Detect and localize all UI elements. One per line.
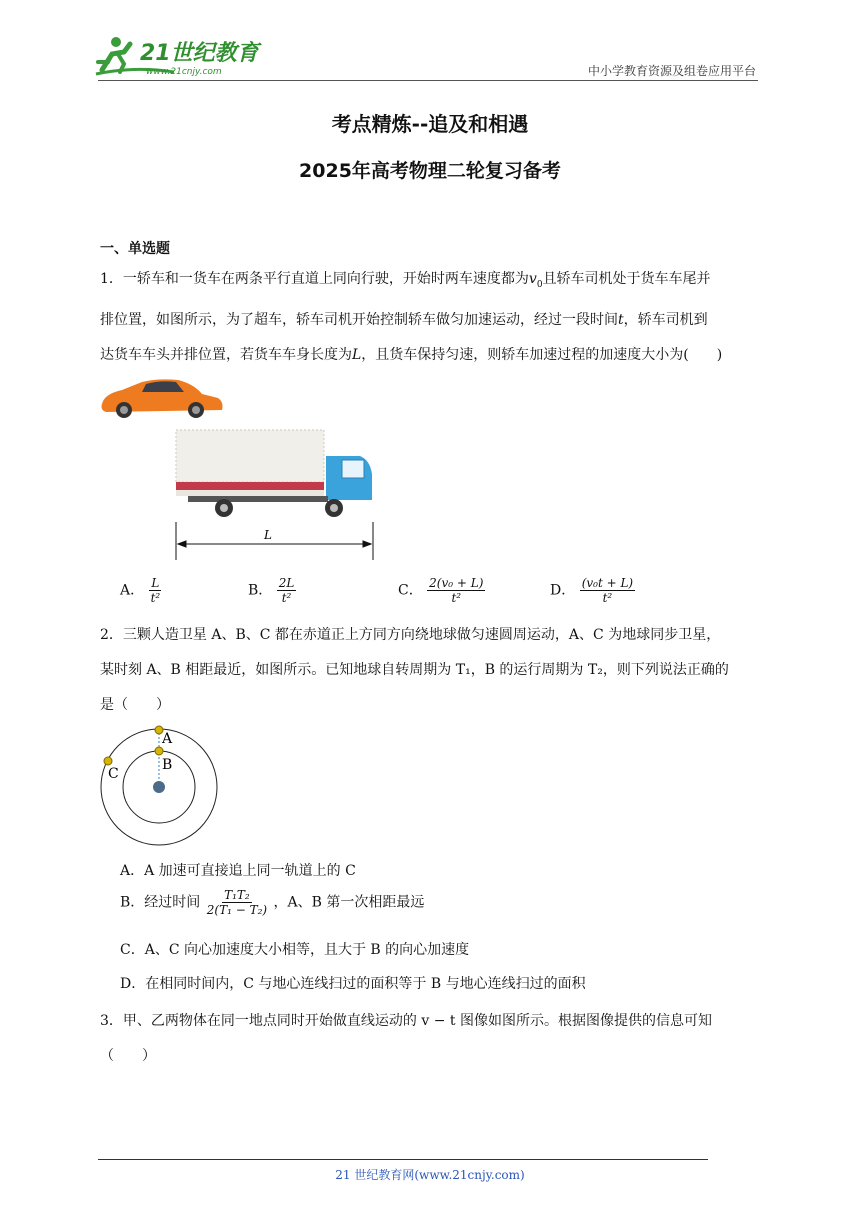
length-dimension <box>176 522 373 560</box>
label-a: A <box>162 731 173 747</box>
label-b: B <box>162 757 173 773</box>
question-2-text: 2．三颗人造卫星 A、B、C 都在赤道正上方同方向绕地球做匀速圆周运动，A、C 为地球同步卫星， 某时刻 A、B 相距最近，如图所示。已知地球自转周期为 T₁，B 的运行周期为 T₂，则下列说法正确的 是（ ） <box>100 627 729 713</box>
site-logo <box>94 32 264 82</box>
header-divider <box>98 80 758 81</box>
q2-option-b[interactable]: B．经过时间 $\frac{\text{T₁T₂}}{\text{2(T₁ − T₂)}}$ ，A、B 第一次相距最远 <box>120 888 425 917</box>
orbit-figure <box>98 724 222 852</box>
q2-option-c[interactable]: C．A、C 向心加速度大小相等，且大于 B 的向心加速度 <box>120 942 470 958</box>
car-icon <box>102 379 223 418</box>
footer-divider <box>98 1159 708 1160</box>
question-3-text: 3．甲、乙两物体在同一地点同时开始做直线运动的 v − t 图像如图所示。根据图像提供的信息可知 （ ） <box>100 1013 712 1064</box>
car-truck-figure <box>98 374 388 568</box>
q2-option-d[interactable]: D．在相同时间内，C 与地心连线扫过的面积等于 B 与地心连线扫过的面积 <box>120 976 586 992</box>
question-1-text: 1．一轿车和一货车在两条平行直道上同向行驶，开始时两车速度都为$v_0$且轿车司机处于货车车尾并 排位置，如图所示，为了超车，轿车司机开始控制轿车做匀加速运动，经过一段时间t，轿车司机到 达货车车头并排位置，若货车车身长度为L，且货车保持匀速，则轿车加速过程的加速度大小为( ) <box>100 271 723 363</box>
q1-option-b[interactable]: B． $\frac{2L}{\text{t²}}$ <box>248 576 295 605</box>
q2-option-a[interactable]: A．A 加速可直接追上同一轨道上的 C <box>120 863 356 879</box>
label-c: C <box>108 766 119 782</box>
page-subtitle: 2025年高考物理二轮复习备考 <box>299 160 561 182</box>
truck-icon <box>176 430 372 517</box>
length-label: L <box>264 528 272 542</box>
logo-text: 21世纪教育 <box>140 41 259 66</box>
q1-option-a[interactable]: A． $\frac{L}{\text{t²}}$ <box>120 576 161 605</box>
q1-option-d[interactable]: D． $\frac{\text{(v₀t + L)}}{\text{t²}}$ <box>550 576 634 605</box>
page-title: 考点精炼--追及和相遇 <box>331 112 529 136</box>
section-heading: 一、单选题 <box>100 241 170 257</box>
q1-option-c[interactable]: C． $\frac{\text{2(v₀ + L)}}{\text{t²}}$ <box>398 576 484 605</box>
earth-icon <box>153 781 165 793</box>
platform-name: 中小学教育资源及组卷应用平台 <box>587 64 756 78</box>
logo-url: www.21cnjy.com <box>146 67 222 77</box>
footer-text[interactable]: 21 世纪教育网(www.21cnjy.com) <box>335 1168 525 1182</box>
